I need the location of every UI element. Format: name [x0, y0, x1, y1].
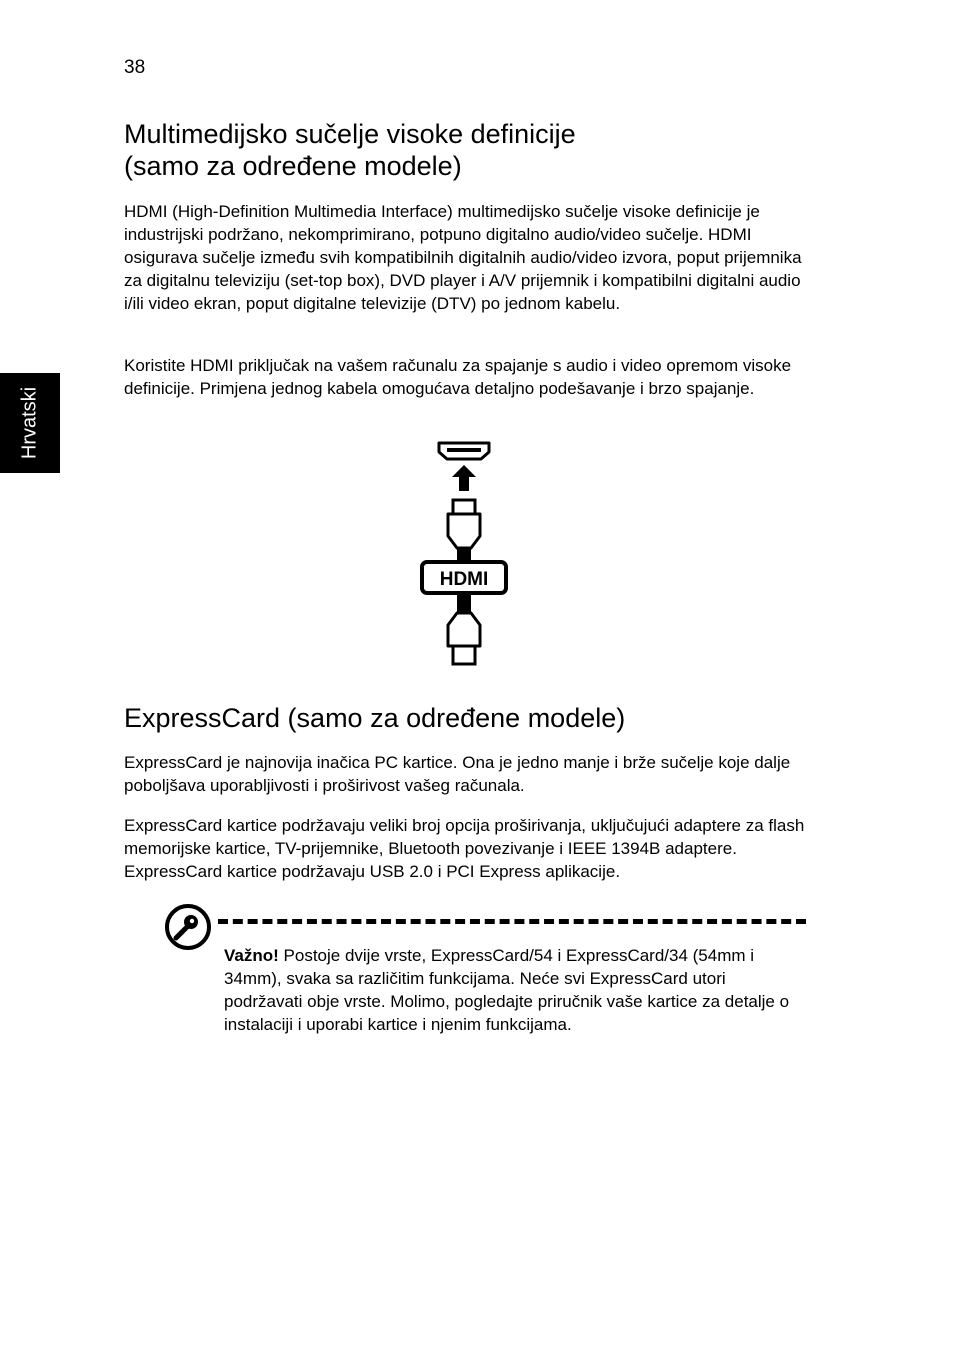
important-note-text: Postoje dvije vrste, ExpressCard/54 i ExpressCard/34 (54mm i 34mm), svaka sa različitim funkcijama. Neće svi ExpressCard utori podržavati obje vrste. Molimo, pogledajte priručnik vaše kartice za detalje o instalaciji i uporabi kartice i njenim funkcijama.	[224, 946, 790, 1034]
insert-arrow-icon	[452, 465, 476, 491]
expresscard-section-title: ExpressCard (samo za određene modele)	[124, 703, 626, 733]
hdmi-plug-top-icon	[448, 500, 480, 562]
hdmi-paragraph-1: HDMI (High-Definition Multimedia Interface) multimedijsko sučelje visoke definicije je industrijski podržano, nekomprimirano, potpuno digitalno audio/video sučelje. HDMI osigurava sučelje između svih kompatibilnih digitalnih audio/video izvora, poput prijemnika za digitalnu televiziju (set-top box), DVD player i A/V prijemnik i kompatibilni digitalni audio i/ili video ekran, poput digitalne televizije (DTV) po jednom kabelu.	[124, 202, 802, 313]
hdmi-cable-illustration	[417, 438, 513, 670]
important-label: Važno!	[224, 946, 279, 965]
hdmi-port-icon	[439, 443, 489, 459]
expresscard-paragraph-1: ExpressCard je najnovija inačica PC kartice. Ona je jedno manje i brže sučelje koje dalje poboljšava uporabljivosti i proširivost vašeg računala.	[124, 753, 791, 795]
hdmi-plug-bottom-icon	[448, 593, 480, 664]
hdmi-title-line1: Multimedijsko sučelje visoke definicije	[124, 119, 576, 149]
language-side-tab-label: Hrvatski	[18, 386, 41, 460]
hdmi-section-title	[124, 118, 576, 182]
important-key-icon	[164, 903, 212, 951]
important-note	[224, 944, 804, 1036]
hdmi-label-box	[422, 562, 506, 593]
hdmi-paragraph-2: Koristite HDMI priključak na vašem računalu za spajanje s audio i video opremom visoke definicije. Primjena jednog kabela omogućava detaljno podešavanje i brzo spajanje.	[124, 356, 792, 398]
hdmi-title-line2: (samo za određene modele)	[124, 151, 462, 181]
expresscard-paragraph-2: ExpressCard kartice podržavaju veliki broj opcija proširivanja, uključujući adaptere za flash memorijske kartice, TV-prijemnike, Bluetooth povezivanje i IEEE 1394B adaptere. ExpressCard kartice podržavaju USB 2.0 i PCI Express aplikacije.	[124, 816, 805, 881]
language-side-tab	[0, 373, 60, 473]
page-number: 38	[124, 57, 146, 78]
note-divider	[218, 919, 806, 924]
hdmi-label-text: HDMI	[439, 569, 489, 590]
